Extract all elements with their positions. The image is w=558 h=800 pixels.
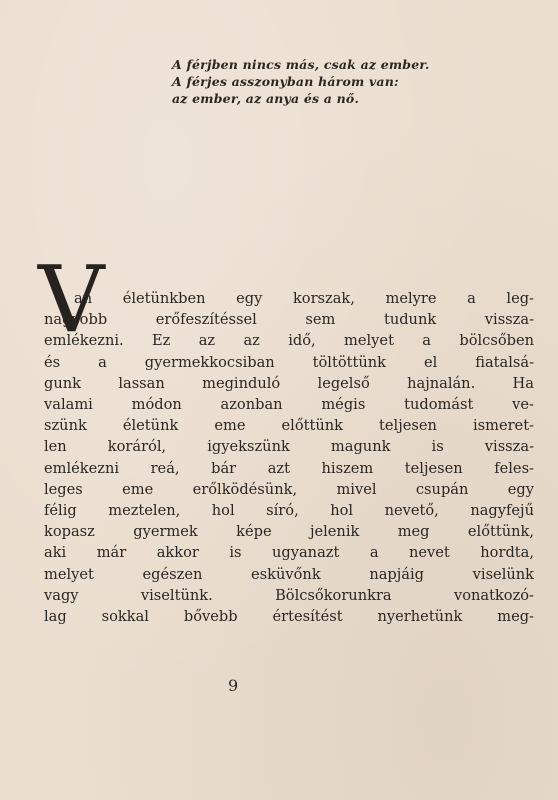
text-line: kopasz gyermek képe jelenik meg előttünk, [44,523,534,541]
text-line: szünk életünk eme előttünk teljesen ismeret- [44,417,534,435]
page-number: 9 [228,676,239,695]
text-line: vagy viseltünk. Bölcsőkorunkra vonatkozó- [44,586,534,604]
text-line: gunk lassan meginduló legelső hajnalán. Ha [44,374,534,392]
text-line: len koráról, igyekszünk magunk is vissza- [44,438,534,456]
text-line: an életünkben egy korszak, melyre a leg- [74,290,534,307]
text-line: valami módon azonban mégis tudomást ve- [44,396,534,414]
text-line: és a gyermekkocsiban töltöttünk el fiatalsá- [44,353,534,371]
text-line: emlékezni reá, bár azt hiszem teljesen feles- [44,459,534,477]
epigraph-line: A férjes asszonyban három van: [172,74,399,89]
epigraph-line: A férjben nincs más, csak az ember. [172,57,430,72]
text-line: aki már akkor is ugyanazt a nevet hordta, [44,544,534,562]
text-line: emlékezni. Ez az az idő, melyet a bölcsőben [44,332,534,350]
text-line: melyet egészen esküvőnk napjáig viselünk [44,565,534,583]
text-line: lag sokkal bővebb értesítést nyerhetünk meg- [44,608,534,626]
drop-cap: V [38,246,105,353]
text-line: nagyobb erőfeszítéssel sem tudunk vissza- [44,311,534,329]
body-paragraph [44,288,534,627]
epigraph-line: az ember, az anya és a nő. [172,91,360,106]
epigraph [172,56,442,107]
text-line: leges eme erőlködésünk, mivel csupán egy [44,480,534,498]
text-line: félig meztelen, hol síró, hol nevető, nagyfejű [44,502,534,520]
